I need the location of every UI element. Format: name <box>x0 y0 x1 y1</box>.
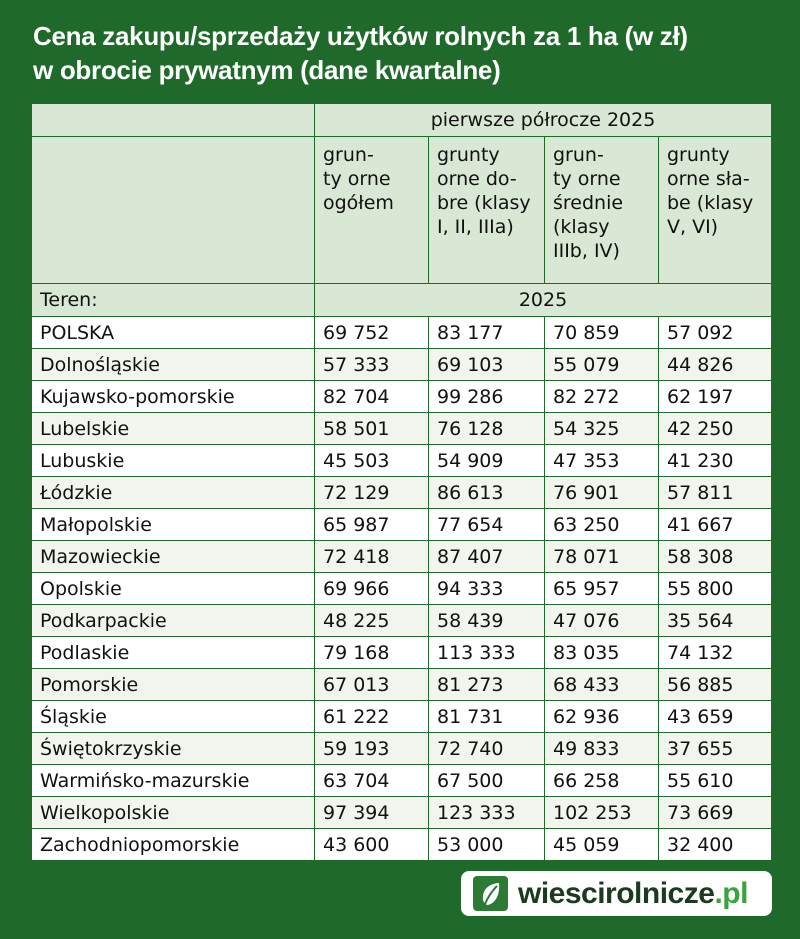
price-cell: 69 966 <box>315 573 429 605</box>
price-cell: 58 439 <box>429 605 545 637</box>
column-header: grunty orne do- bre (klasy I, II, IIIa) <box>429 137 545 284</box>
year-row <box>32 284 772 317</box>
price-cell: 87 407 <box>429 541 545 573</box>
price-cell: 62 197 <box>659 381 772 413</box>
period-header-row <box>32 104 772 137</box>
region-name: POLSKA <box>32 317 315 349</box>
region-name: Małopolskie <box>32 509 315 541</box>
price-cell: 47 353 <box>545 445 659 477</box>
price-cell: 45 059 <box>545 829 659 861</box>
price-cell: 57 092 <box>659 317 772 349</box>
price-cell: 72 740 <box>429 733 545 765</box>
price-cell: 113 333 <box>429 637 545 669</box>
price-cell: 102 253 <box>545 797 659 829</box>
table-row <box>32 541 772 573</box>
column-header: grunty orne sła- be (klasy V, VI) <box>659 137 772 284</box>
price-cell: 53 000 <box>429 829 545 861</box>
price-cell: 57 811 <box>659 477 772 509</box>
price-cell: 69 752 <box>315 317 429 349</box>
region-name: Łódzkie <box>32 477 315 509</box>
price-cell: 42 250 <box>659 413 772 445</box>
price-cell: 55 800 <box>659 573 772 605</box>
price-cell: 45 503 <box>315 445 429 477</box>
table-row <box>32 381 772 413</box>
table-row <box>32 829 772 861</box>
price-cell: 77 654 <box>429 509 545 541</box>
price-table <box>31 103 772 861</box>
price-cell: 72 129 <box>315 477 429 509</box>
price-cell: 62 936 <box>545 701 659 733</box>
region-name: Mazowieckie <box>32 541 315 573</box>
price-cell: 99 286 <box>429 381 545 413</box>
table-row <box>32 605 772 637</box>
price-cell: 44 826 <box>659 349 772 381</box>
table-row <box>32 797 772 829</box>
region-name: Świętokrzyskie <box>32 733 315 765</box>
price-cell: 67 013 <box>315 669 429 701</box>
brand-logo[interactable] <box>461 871 772 916</box>
table-row <box>32 733 772 765</box>
price-cell: 72 418 <box>315 541 429 573</box>
table-row <box>32 637 772 669</box>
region-name: Kujawsko-pomorskie <box>32 381 315 413</box>
price-cell: 81 273 <box>429 669 545 701</box>
empty-header-cell <box>32 137 315 284</box>
price-cell: 78 071 <box>545 541 659 573</box>
price-cell: 54 325 <box>545 413 659 445</box>
table-row <box>32 477 772 509</box>
region-name: Lubelskie <box>32 413 315 445</box>
table-row <box>32 701 772 733</box>
price-cell: 43 659 <box>659 701 772 733</box>
table-row <box>32 765 772 797</box>
price-cell: 69 103 <box>429 349 545 381</box>
teren-label: Teren: <box>32 284 315 317</box>
table-row <box>32 445 772 477</box>
title <box>33 19 773 87</box>
price-cell: 67 500 <box>429 765 545 797</box>
year-label: 2025 <box>315 284 772 317</box>
price-cell: 83 177 <box>429 317 545 349</box>
region-name: Wielkopolskie <box>32 797 315 829</box>
price-cell: 76 901 <box>545 477 659 509</box>
price-cell: 41 667 <box>659 509 772 541</box>
price-cell: 35 564 <box>659 605 772 637</box>
region-name: Pomorskie <box>32 669 315 701</box>
price-cell: 97 394 <box>315 797 429 829</box>
price-cell: 63 704 <box>315 765 429 797</box>
price-cell: 65 957 <box>545 573 659 605</box>
price-cell: 58 308 <box>659 541 772 573</box>
price-cell: 47 076 <box>545 605 659 637</box>
price-cell: 74 132 <box>659 637 772 669</box>
price-cell: 41 230 <box>659 445 772 477</box>
table-row <box>32 669 772 701</box>
region-name: Podlaskie <box>32 637 315 669</box>
price-cell: 94 333 <box>429 573 545 605</box>
region-name: Warmińsko-mazurskie <box>32 765 315 797</box>
price-cell: 61 222 <box>315 701 429 733</box>
period-header: pierwsze półrocze 2025 <box>315 104 772 137</box>
leaf-icon <box>473 876 508 911</box>
empty-header-cell <box>32 104 315 137</box>
price-cell: 83 035 <box>545 637 659 669</box>
price-cell: 32 400 <box>659 829 772 861</box>
title-line-1: Cena zakupu/sprzedaży użytków rolnych za 1 ha (w zł) <box>33 21 688 51</box>
price-cell: 82 704 <box>315 381 429 413</box>
price-cell: 86 613 <box>429 477 545 509</box>
table-row <box>32 317 772 349</box>
price-cell: 48 225 <box>315 605 429 637</box>
region-name: Dolnośląskie <box>32 349 315 381</box>
table-row <box>32 509 772 541</box>
price-cell: 65 987 <box>315 509 429 541</box>
price-cell: 76 128 <box>429 413 545 445</box>
price-cell: 56 885 <box>659 669 772 701</box>
price-cell: 73 669 <box>659 797 772 829</box>
price-cell: 57 333 <box>315 349 429 381</box>
price-cell: 66 258 <box>545 765 659 797</box>
table-row <box>32 573 772 605</box>
price-cell: 37 655 <box>659 733 772 765</box>
price-cell: 59 193 <box>315 733 429 765</box>
region-name: Opolskie <box>32 573 315 605</box>
column-header: grun- ty orne ogółem <box>315 137 429 284</box>
price-cell: 63 250 <box>545 509 659 541</box>
price-cell: 55 610 <box>659 765 772 797</box>
price-cell: 55 079 <box>545 349 659 381</box>
region-name: Podkarpackie <box>32 605 315 637</box>
table-row <box>32 413 772 445</box>
region-name: Zachodniopomorskie <box>32 829 315 861</box>
column-header: grun- ty orne średnie (klasy IIIb, IV) <box>545 137 659 284</box>
price-cell: 49 833 <box>545 733 659 765</box>
price-cell: 81 731 <box>429 701 545 733</box>
column-header-row <box>32 137 772 284</box>
title-line-2: w obrocie prywatnym (dane kwartalne) <box>33 55 501 85</box>
brand-name: wiescirolnicze.pl <box>518 876 748 910</box>
price-cell: 54 909 <box>429 445 545 477</box>
price-cell: 82 272 <box>545 381 659 413</box>
price-cell: 58 501 <box>315 413 429 445</box>
region-name: Lubuskie <box>32 445 315 477</box>
price-cell: 123 333 <box>429 797 545 829</box>
table-body <box>32 317 772 861</box>
price-cell: 43 600 <box>315 829 429 861</box>
table-row <box>32 349 772 381</box>
price-cell: 70 859 <box>545 317 659 349</box>
region-name: Śląskie <box>32 701 315 733</box>
price-cell: 79 168 <box>315 637 429 669</box>
price-cell: 68 433 <box>545 669 659 701</box>
